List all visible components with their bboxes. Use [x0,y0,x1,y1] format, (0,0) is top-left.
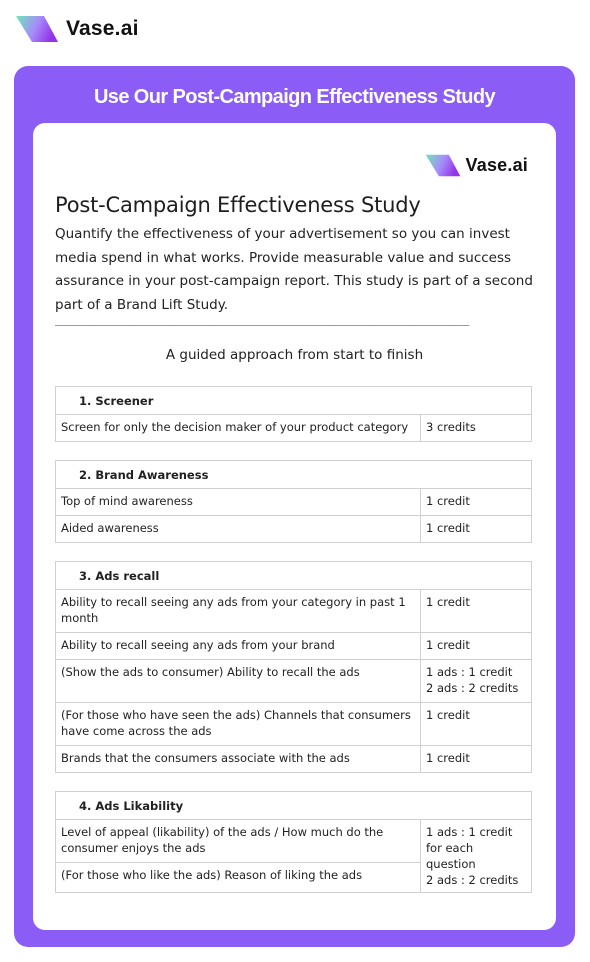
guided-subtitle: A guided approach from start to finish [165,347,424,363]
table-cell-item: (For those who like the ads) Reason of liking the ads [56,863,421,893]
credits-line: 2 ads : 2 credits [426,681,519,695]
section-screener-table [55,386,532,442]
document-preview [33,123,556,930]
divider-line: ______________________________________________________________ [55,312,469,326]
table-cell-credits: 1 credit [421,633,532,660]
table-cell-item: Ability to recall seeing any ads from your brand [56,633,421,660]
table-cell-item: Top of mind awareness [56,489,421,516]
table-cell-item: (Show the ads to consumer) Ability to recall the ads [56,660,421,703]
table-cell-item: (For those who have seen the ads) Channels that consumers have come across the ads [56,703,421,746]
table-cell-credits: 1 credit [421,590,532,633]
table-cell-credits: 1 credit [421,746,532,773]
document-title: Post-Campaign Effectiveness Study [55,193,421,217]
section-ads-recall-table [55,561,532,773]
vase-logo-icon [14,14,60,44]
header-logo[interactable] [14,12,139,46]
section-heading: 3. Ads recall [56,562,532,590]
section-heading: 1. Screener [56,387,532,415]
section-ads-likability-table [55,791,532,893]
table-cell-item: Aided awareness [56,516,421,543]
table-cell-credits: 3 credits [421,415,532,442]
brand-name: Vase.ai [66,17,139,40]
document-logo-name: Vase.ai [465,155,528,175]
table-cell-credits [421,660,532,703]
credits-line: 2 ads : 2 credits [426,873,519,887]
table-cell-credits: 1 credit [421,703,532,746]
table-cell-item: Screen for only the decision maker of your product category [56,415,421,442]
section-heading: 4. Ads Likability [56,792,532,820]
table-cell-credits: 1 credit [421,489,532,516]
table-cell-credits: 1 credit [421,516,532,543]
credits-line: 1 ads : 1 credit for each question [426,825,513,871]
table-cell-item: Level of appeal (likability) of the ads / How much do the consumer enjoys the ads [56,820,421,863]
panel-title: Use Our Post-Campaign Effectiveness Study [93,86,496,108]
promo-panel [14,66,575,947]
table-cell-credits [421,820,532,893]
section-heading: 2. Brand Awareness [56,461,532,489]
table-cell-item: Brands that the consumers associate with the ads [56,746,421,773]
section-brand-awareness-table [55,460,532,543]
vase-logo-icon [424,153,462,178]
document-intro: Quantify the effectiveness of your advertisement so you can invest media spend in what works. Provide measurable value and success assurance in your post-campaign report. This study is part of a second part of a Brand Lift Study. [55,226,533,313]
table-cell-item: Ability to recall seeing any ads from your category in past 1 month [56,590,421,633]
credits-line: 1 ads : 1 credit [426,665,513,679]
document-logo [424,153,528,178]
